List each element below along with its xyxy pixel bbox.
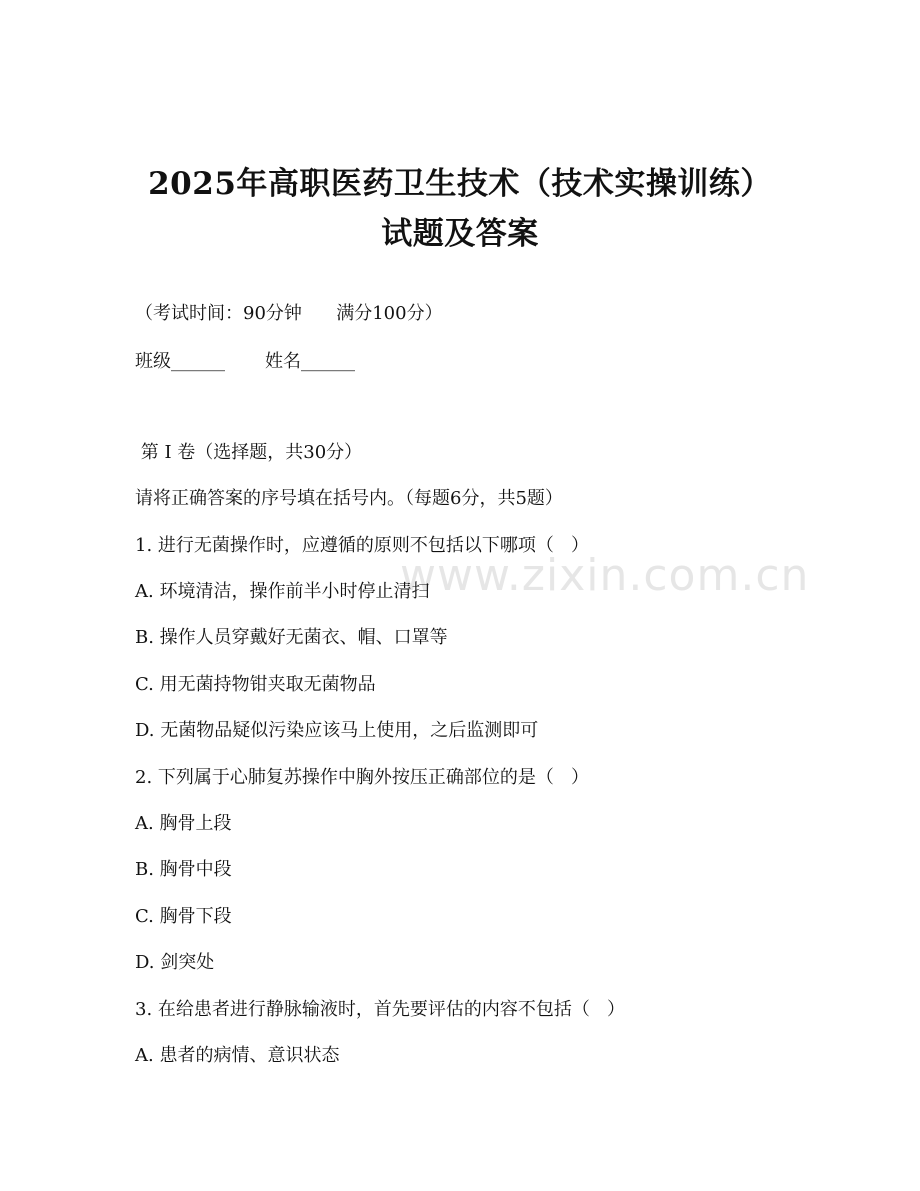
question-option: A. 环境清洁，操作前半小时停止清扫 xyxy=(135,581,430,602)
document-title-line-1: 2025年高职医药卫生技术（技术实操训练） xyxy=(148,166,772,202)
exam-info: （考试时间：90分钟 满分100分） xyxy=(135,303,443,324)
question-stem: 1. 进行无菌操作时，应遵循的原则不包括以下哪项（ ） xyxy=(135,535,590,556)
question-option: C. 胸骨下段 xyxy=(135,906,232,927)
question-option: A. 胸骨上段 xyxy=(135,813,232,834)
question-option: D. 剑突处 xyxy=(135,952,215,973)
section-heading: 第 I 卷（选择题，共30分） xyxy=(135,442,363,463)
question-option: B. 胸骨中段 xyxy=(135,859,232,880)
question-option: C. 用无菌持物钳夹取无菌物品 xyxy=(135,674,376,695)
instruction: 请将正确答案的序号填在括号内。（每题6分，共5题） xyxy=(135,488,563,509)
question-option: D. 无菌物品疑似污染应该马上使用，之后监测即可 xyxy=(135,720,539,741)
question-option: A. 患者的病情、意识状态 xyxy=(135,1045,340,1066)
watermark: www.zixin.com.cn xyxy=(400,550,810,601)
question-stem: 3. 在给患者进行静脉输液时，首先要评估的内容不包括（ ） xyxy=(135,999,626,1020)
question-stem: 2. 下列属于心肺复苏操作中胸外按压正确部位的是（ ） xyxy=(135,767,590,788)
class-name-line: 班级______ 姓名______ xyxy=(135,351,356,372)
question-option: B. 操作人员穿戴好无菌衣、帽、口罩等 xyxy=(135,627,448,648)
document-title-line-2: 试题及答案 xyxy=(381,216,539,252)
